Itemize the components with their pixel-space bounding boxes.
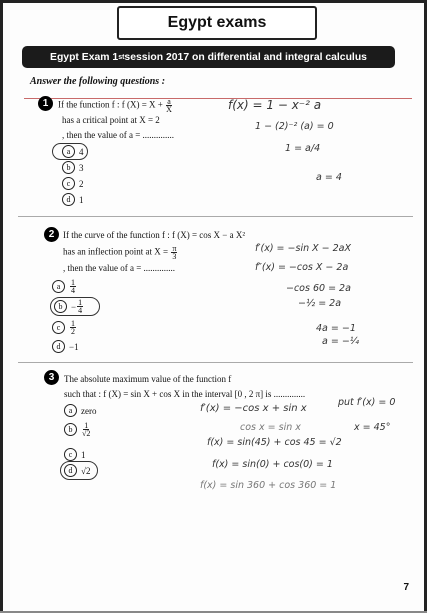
q2-work-line3: −cos 60 = 2a bbox=[286, 283, 351, 294]
q1-option-c-value: 2 bbox=[79, 178, 84, 189]
separator-2 bbox=[18, 362, 413, 363]
q3-work-line4: x = 45° bbox=[354, 422, 391, 433]
q2-option-b-letter: b bbox=[54, 300, 67, 313]
q2-option-b-frac bbox=[77, 299, 83, 314]
q2-option-b-den: 4 bbox=[78, 306, 83, 315]
banner-prefix: Egypt Exam 1 bbox=[50, 51, 119, 63]
q1-work-line3: 1 = a/4 bbox=[285, 143, 321, 154]
q1-option-d-letter: d bbox=[62, 193, 75, 206]
question-1-number: 1 bbox=[38, 96, 53, 111]
q1-option-b-letter: b bbox=[62, 161, 75, 174]
q2-option-a[interactable] bbox=[52, 279, 77, 294]
q2-option-c-den: 2 bbox=[71, 327, 75, 336]
header-box bbox=[117, 6, 317, 40]
q1-option-b[interactable] bbox=[62, 161, 84, 174]
exam-banner bbox=[22, 46, 395, 68]
question-3-number: 3 bbox=[44, 370, 59, 385]
q2-option-a-num: 1 bbox=[71, 278, 75, 287]
question-1-line1 bbox=[58, 98, 173, 113]
q3-option-b-num: 1 bbox=[84, 421, 89, 430]
question-2-line3: , then the value of a = .............. bbox=[63, 263, 176, 273]
q2-frac-den: 3 bbox=[172, 252, 177, 261]
page-number: 7 bbox=[403, 582, 409, 593]
q1-work-line1: f(x) = 1 − x⁻² a bbox=[228, 98, 322, 112]
q1-work-line4: a = 4 bbox=[316, 172, 342, 183]
header-title: Egypt exams bbox=[167, 14, 267, 31]
q2-work-line2: f″(x) = −cos X − 2a bbox=[255, 262, 349, 273]
question-2-number: 2 bbox=[44, 227, 59, 242]
page-border-left bbox=[0, 0, 3, 613]
q2-option-a-den: 4 bbox=[71, 286, 75, 295]
q2-frac-num: π bbox=[172, 244, 177, 253]
q2-option-c-letter: c bbox=[52, 321, 65, 334]
q1-option-a-letter: a bbox=[62, 145, 75, 158]
q1-line1-text: If the function f : f (X) = X + bbox=[58, 99, 163, 110]
q1-work-line2: 1 − (2)⁻² (a) = 0 bbox=[255, 121, 334, 132]
q3-option-c[interactable] bbox=[64, 448, 86, 461]
q3-work-line2: f′(x) = −cos x + sin x bbox=[200, 403, 307, 414]
q3-work-line1: put f′(x) = 0 bbox=[338, 397, 396, 408]
q2-option-b[interactable] bbox=[54, 299, 84, 314]
page-border-top bbox=[0, 0, 427, 3]
q1-option-b-value: 3 bbox=[79, 162, 84, 173]
q1-option-c-letter: c bbox=[62, 177, 75, 190]
separator-1 bbox=[18, 216, 413, 217]
q2-option-d[interactable] bbox=[52, 340, 79, 353]
q3-work-line6: f(x) = sin(0) + cos(0) = 1 bbox=[212, 459, 333, 470]
q2-option-c[interactable] bbox=[52, 320, 77, 335]
q1-option-a[interactable] bbox=[62, 145, 84, 158]
q2-line2-text: has an inflection point at X = bbox=[63, 246, 169, 257]
q3-option-a[interactable] bbox=[64, 404, 97, 417]
question-3-line1: The absolute maximum value of the function f bbox=[64, 374, 232, 384]
q3-work-line7: f(x) = sin 360 + cos 360 = 1 bbox=[200, 480, 337, 491]
q2-work-line5: 4a = −1 bbox=[316, 323, 356, 334]
q1-frac-num: a bbox=[167, 97, 171, 106]
question-1-line2: has a critical point at X = 2 bbox=[62, 115, 160, 125]
q1-option-d[interactable] bbox=[62, 193, 84, 206]
q2-option-a-frac bbox=[70, 279, 76, 294]
question-3-line2: such that : f (X) = sin X + cos X in the interval [0 , 2 π] is .............. bbox=[64, 389, 306, 399]
question-1-line3: , then the value of a = .............. bbox=[62, 130, 175, 140]
q3-work-line5: f(x) = sin(45) + cos 45 = √2 bbox=[207, 437, 342, 448]
question-2-line1: If the curve of the function f : f (X) = cos X − a X² bbox=[63, 230, 246, 240]
q1-option-d-value: 1 bbox=[79, 194, 84, 205]
q2-work-line1: f′(x) = −sin X − 2aX bbox=[255, 243, 352, 254]
q2-option-a-letter: a bbox=[52, 280, 65, 293]
q1-fraction bbox=[166, 98, 172, 113]
q3-option-b-frac bbox=[82, 422, 90, 437]
q3-option-b-den: √2 bbox=[82, 429, 91, 438]
q3-option-b[interactable] bbox=[64, 422, 91, 437]
q1-option-a-value: 4 bbox=[79, 146, 84, 157]
question-2-line2 bbox=[63, 245, 178, 260]
q2-option-c-num: 1 bbox=[71, 319, 75, 328]
q3-option-c-letter: c bbox=[64, 448, 77, 461]
q2-work-line6: a = −¼ bbox=[322, 336, 359, 347]
q2-work-line4: −½ = 2a bbox=[298, 298, 342, 309]
q2-option-b-sign: − bbox=[71, 301, 77, 312]
q3-option-d[interactable] bbox=[64, 464, 90, 477]
q3-work-line3: cos x = sin x bbox=[240, 422, 301, 433]
banner-suffix: session 2017 on differential and integral calculus bbox=[124, 51, 367, 63]
q2-option-b-num: 1 bbox=[78, 298, 83, 307]
q3-option-d-letter: d bbox=[64, 464, 77, 477]
q3-option-b-letter: b bbox=[64, 423, 77, 436]
q1-option-c[interactable] bbox=[62, 177, 84, 190]
q2-option-d-letter: d bbox=[52, 340, 65, 353]
q2-option-d-value: −1 bbox=[69, 341, 79, 352]
q3-option-c-value: 1 bbox=[81, 449, 86, 460]
q2-fraction bbox=[171, 245, 177, 260]
q1-frac-den: X bbox=[166, 105, 172, 114]
instruction-text: Answer the following questions : bbox=[30, 76, 166, 87]
q2-option-c-frac bbox=[70, 320, 76, 335]
q3-option-a-letter: a bbox=[64, 404, 77, 417]
q3-option-a-value: zero bbox=[81, 405, 97, 416]
q3-option-d-value: √2 bbox=[81, 465, 91, 476]
banner-sup: st bbox=[118, 53, 125, 61]
